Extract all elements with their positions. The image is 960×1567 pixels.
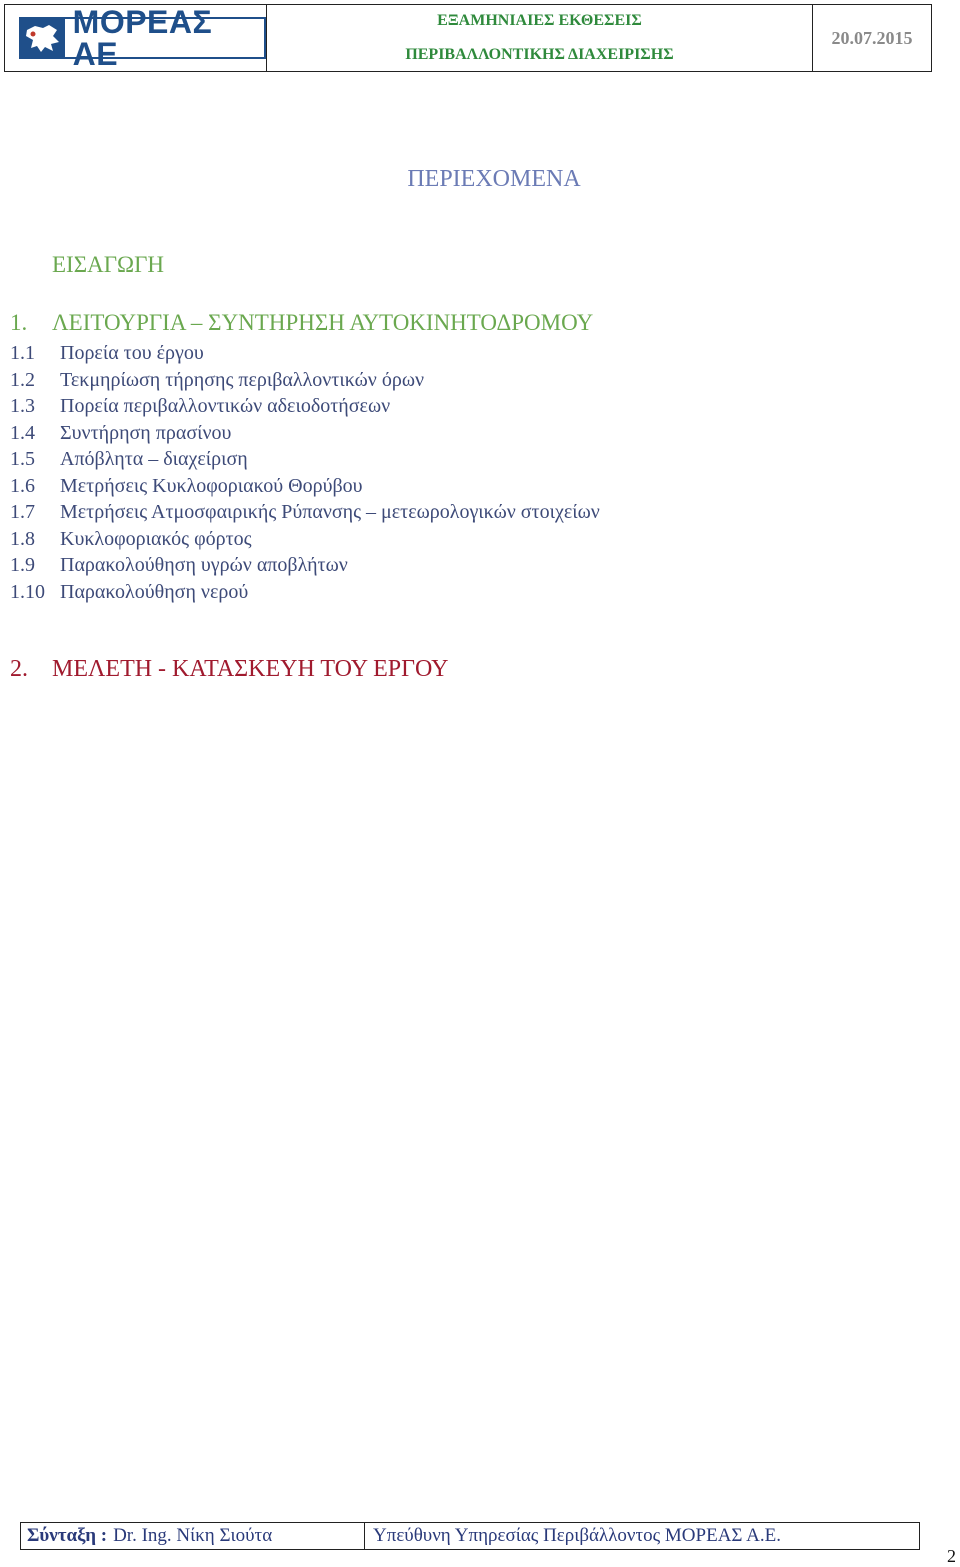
toc-subsection-number: 1.7 xyxy=(10,501,35,523)
toc-subsection-title: Συντήρηση πρασίνου xyxy=(60,421,232,444)
toc-subsection-1-9[interactable] xyxy=(10,552,600,579)
toc-subsection-title: Μετρήσεις Κυκλοφοριακού Θορύβου xyxy=(60,474,363,497)
toc-subsection-1-1[interactable] xyxy=(10,340,600,367)
toc-subsection-1-4[interactable] xyxy=(10,420,600,447)
footer-department: Υπεύθυνη Υπηρεσίας Περιβάλλοντος ΜΟΡΕΑΣ Α.Ε. xyxy=(373,1525,782,1546)
header-title xyxy=(267,5,813,71)
toc-subsection-number: 1.10 xyxy=(10,580,45,603)
toc-subsection-title: Πορεία περιβαλλοντικών αδειοδοτήσεων xyxy=(60,395,391,417)
toc-subsection-1-6[interactable] xyxy=(10,473,600,500)
toc-section-2-number: 2. xyxy=(10,656,28,682)
toc-section-1-number: 1. xyxy=(10,310,28,335)
toc-subsection-number: 1.9 xyxy=(10,554,35,576)
logo-cell xyxy=(5,5,267,71)
toc-subsection-number: 1.8 xyxy=(10,527,35,550)
toc-subsection-number: 1.6 xyxy=(10,474,35,497)
toc-intro-link[interactable]: ΕΙΣΑΓΩΓΗ xyxy=(52,252,165,277)
toc-section-1[interactable] xyxy=(10,310,593,336)
toc-subsection-title: Τεκμηρίωση τήρησης περιβαλλοντικών όρων xyxy=(60,368,425,391)
toc-subsection-title: Μετρήσεις Ατμοσφαιρικής Ρύπανσης – μετεωρολογικών στοιχείων xyxy=(60,501,600,523)
toc-subsection-number: 1.4 xyxy=(10,421,35,444)
toc-subsection-number: 1.2 xyxy=(10,368,35,391)
footer-author xyxy=(21,1523,365,1549)
toc-heading: ΠΕΡΙΕΧΟΜΕΝΑ xyxy=(407,166,581,192)
toc-subsection-number: 1.3 xyxy=(10,395,35,417)
toc-subsection-title: Απόβλητα – διαχείριση xyxy=(60,448,248,470)
header-title-line1: ΕΞΑΜΗΝΙΑΙΕΣ ΕΚΘΕΣΕΙΣ xyxy=(437,12,642,29)
toc-subsection-title: Παρακολούθηση νερού xyxy=(60,580,249,603)
header-title-line2: ΠΕΡΙΒΑΛΛΟΝΤΙΚΗΣ ΔΙΑΧΕΙΡΙΣΗΣ xyxy=(405,46,674,63)
logo-text: ΜΟΡΕΑΣ ΑΕ xyxy=(72,4,213,72)
toc-subsection-1-7[interactable] xyxy=(10,499,600,526)
toc-subsection-title: Πορεία του έργου xyxy=(60,342,204,364)
toc-subsection-title: Κυκλοφοριακός φόρτος xyxy=(60,527,252,550)
toc-subsection-1-2[interactable] xyxy=(10,367,600,394)
toc-subsection-list xyxy=(10,340,600,605)
page-header xyxy=(4,4,932,72)
page-number: 2 xyxy=(947,1546,956,1566)
toc-section-2-title: ΜΕΛΕΤΗ - ΚΑΤΑΣΚΕΥΗ ΤΟΥ ΕΡΓΟΥ xyxy=(52,656,449,682)
page-footer xyxy=(20,1522,920,1550)
toc-subsection-number: 1.1 xyxy=(10,342,35,364)
toc-section-1-title: ΛΕΙΤΟΥΡΓΙΑ – ΣΥΝΤΗΡΗΣΗ ΑΥΤΟΚΙΝΗΤΟΔΡΟΜΟΥ xyxy=(52,310,594,335)
footer-author-label: Σύνταξη : xyxy=(27,1525,108,1546)
peloponnese-map-icon xyxy=(21,19,65,57)
toc-section-2[interactable] xyxy=(10,656,449,683)
header-date: 20.07.2015 xyxy=(831,27,913,48)
toc-subsection-1-3[interactable] xyxy=(10,393,600,420)
toc-subsection-1-5[interactable] xyxy=(10,446,600,473)
toc-subsection-1-10[interactable] xyxy=(10,579,600,606)
company-logo xyxy=(19,4,266,72)
footer-author-name: Dr. Ing. Νίκη Σιούτα xyxy=(113,1525,273,1546)
toc-subsection-1-8[interactable] xyxy=(10,526,600,553)
toc-subsection-title: Παρακολούθηση υγρών αποβλήτων xyxy=(60,554,348,576)
toc-subsection-number: 1.5 xyxy=(10,448,35,470)
